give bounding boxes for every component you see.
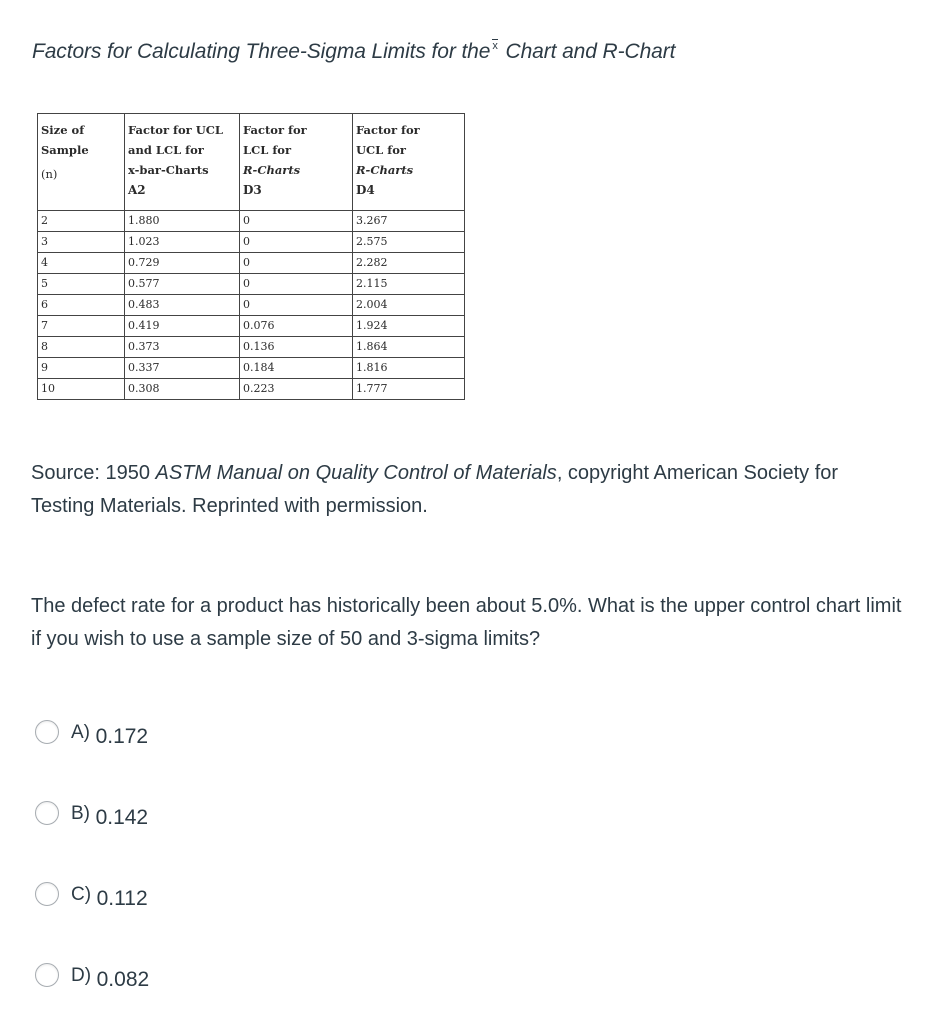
- table-row: 9 0.337 0.184 1.816: [38, 358, 465, 379]
- header-sample-size: Size of Sample (n): [38, 114, 125, 211]
- radio-button-b[interactable]: [35, 801, 59, 825]
- radio-button-a[interactable]: [35, 720, 59, 744]
- table-row: 2 1.880 0 3.267: [38, 211, 465, 232]
- header-d3: Factor for LCL for R-Charts D3: [240, 114, 353, 211]
- table-row: 5 0.577 0 2.115: [38, 274, 465, 295]
- header-d4: Factor for UCL for R-Charts D4: [353, 114, 465, 211]
- table-row: 8 0.373 0.136 1.864: [38, 337, 465, 358]
- table-row: 3 1.023 0 2.575: [38, 232, 465, 253]
- header-a2: Factor for UCL and LCL for x-bar-Charts A2: [125, 114, 240, 211]
- source-citation: Source: 1950 ASTM Manual on Quality Control of Materials, copyright American Society for Testing Materials. Reprinted with permission.: [31, 462, 839, 517]
- table-row: 4 0.729 0 2.282: [38, 253, 465, 274]
- source-title: ASTM Manual on Quality Control of Materials: [155, 462, 557, 484]
- table-row: 6 0.483 0 2.004: [38, 295, 465, 316]
- answer-option-d[interactable]: D) 0.082: [35, 963, 149, 987]
- question-text: The defect rate for a product has historically been about 5.0%. What is the upper control chart limit if you wish to use a sample size of 50 and 3-sigma limits?: [31, 595, 902, 650]
- answer-option-a[interactable]: A) 0.172: [35, 720, 148, 744]
- title-prefix: Factors for Calculating Three-Sigma Limits for the: [32, 40, 491, 63]
- symbol-d4: D4: [356, 183, 375, 197]
- table-header-row: [38, 114, 465, 211]
- title-suffix: Chart and R-Chart: [505, 40, 676, 63]
- symbol-d3: D3: [243, 183, 262, 197]
- answer-option-c[interactable]: C) 0.112: [35, 882, 148, 906]
- radio-button-d[interactable]: [35, 963, 59, 987]
- x-bar-symbol: x: [492, 40, 498, 52]
- symbol-a2: A2: [128, 183, 146, 197]
- table-row: 7 0.419 0.076 1.924: [38, 316, 465, 337]
- radio-button-c[interactable]: [35, 882, 59, 906]
- answer-option-b[interactable]: B) 0.142: [35, 801, 148, 825]
- table-row: 10 0.308 0.223 1.777: [38, 379, 465, 400]
- factors-table: [37, 113, 465, 400]
- page-title: [32, 40, 675, 64]
